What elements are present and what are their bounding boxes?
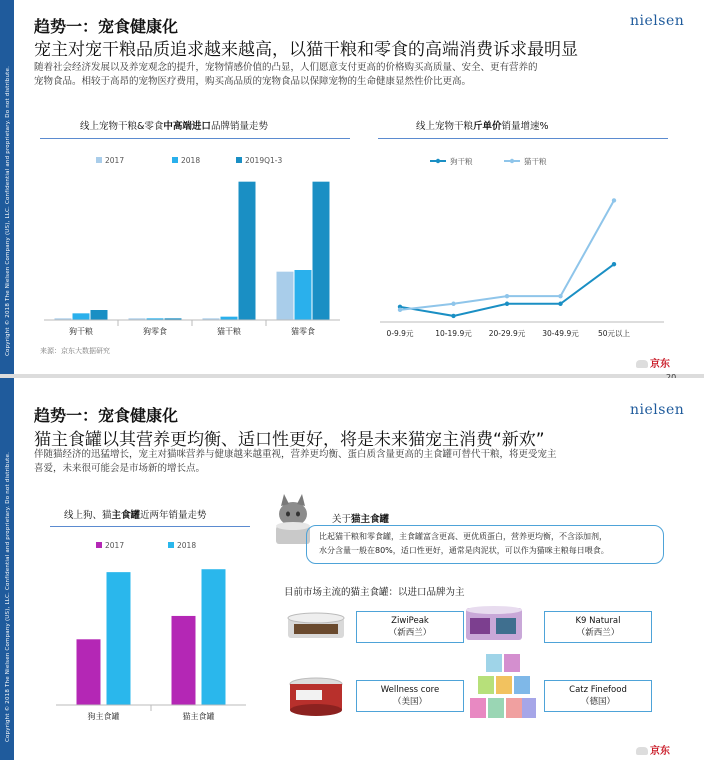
legend-swatch bbox=[236, 157, 242, 163]
series-line bbox=[400, 200, 614, 309]
chart-bar bbox=[239, 182, 256, 320]
x-tick-label: 猫干粮 bbox=[217, 327, 241, 336]
source-note: 来源：京东大数据研究 bbox=[40, 347, 110, 355]
copyright-text: Copyright © 2018 The Nielsen Company (US), LLC. Confidential and proprietary. Do not distribute. bbox=[5, 65, 11, 356]
data-point bbox=[612, 198, 616, 202]
chart-price-growth bbox=[374, 150, 674, 350]
jd-dog-icon bbox=[636, 360, 648, 368]
slide-kicker: 趋势一：宠食健康化 bbox=[34, 406, 179, 425]
chart-bar bbox=[277, 272, 294, 320]
sidebar-strip bbox=[0, 378, 14, 760]
data-point bbox=[451, 302, 455, 306]
x-tick-label: 10-19.9元 bbox=[435, 329, 472, 338]
chart-bar bbox=[91, 310, 108, 320]
data-point bbox=[558, 294, 562, 298]
brand-ziwipeak: ZiwiPeak （新西兰） bbox=[356, 611, 464, 643]
x-tick-label: 猫零食 bbox=[291, 327, 315, 336]
chart-bar bbox=[77, 639, 101, 705]
legend-swatch bbox=[172, 157, 178, 163]
legend-marker bbox=[436, 159, 440, 163]
chart-bar bbox=[172, 616, 196, 705]
data-point bbox=[505, 302, 509, 306]
brand-k9-natural: K9 Natural （新西兰） bbox=[544, 611, 652, 643]
about-box bbox=[306, 525, 664, 564]
data-point bbox=[451, 314, 455, 318]
x-tick-label: 20-29.9元 bbox=[488, 329, 526, 338]
body-line-2: 宠物食品。相较于高昂的宠物医疗费用，购买高品质的宠物食品以保障宠物的生命健康显然性价比更高。 bbox=[34, 76, 472, 87]
chart-brand-sales bbox=[40, 150, 350, 350]
chart-bar bbox=[107, 572, 131, 705]
data-point bbox=[505, 294, 509, 298]
legend-swatch bbox=[168, 542, 174, 548]
brand-wellness-core: Wellness core （美国） bbox=[356, 680, 464, 712]
about-line-2: 水分含量一般在80%，适口性更好，通常是肉泥状，可以作为猫咪主粮每日喂食。 bbox=[319, 546, 609, 555]
chart-cans-sales bbox=[50, 535, 250, 725]
chart-bar bbox=[73, 313, 90, 320]
slide-1 bbox=[0, 0, 704, 374]
legend-label: 猫干粮 bbox=[524, 157, 547, 166]
legend-label: 2018 bbox=[177, 541, 197, 550]
body-line-1: 伴随猫经济的迅猛增长，宠主对猫咪营养与健康越来越重视，营养更均衡、蛋白质含量更高的主食罐可替代干粮，将更受宠主 bbox=[34, 449, 557, 460]
body-line-2: 喜爱，未来很可能会是市场新的增长点。 bbox=[34, 463, 206, 474]
legend-swatch bbox=[96, 157, 102, 163]
x-tick-label: 狗干粮 bbox=[69, 327, 93, 336]
chart-right-rule bbox=[378, 138, 668, 139]
legend-swatch bbox=[96, 542, 102, 548]
slide-headline: 宠主对宠干粮品质追求越来越高，以猫干粮和零食的高端消费诉求最明显 bbox=[34, 40, 578, 60]
about-line-1: 比起猫干粮和零食罐，主食罐富含更高、更优质蛋白，营养更均衡，不含添加剂， bbox=[319, 532, 607, 541]
body-line-1: 随着社会经济发展以及养宠观念的提升，宠物情感价值的凸显，人们愿意支付更高的价格购买高质量、安全、更有营养的 bbox=[34, 62, 538, 73]
jd-logo: 京东 bbox=[636, 355, 670, 370]
legend-label: 2018 bbox=[181, 156, 201, 165]
copyright-text: Copyright © 2018 The Nielsen Company (US), LLC. Confidential and proprietary. Do not distribute. bbox=[5, 451, 11, 742]
slide-headline: 猫主食罐以其营养更均衡、适口性更好，将是未来猫宠主消费“新欢” bbox=[34, 430, 545, 450]
x-tick-label: 狗主食罐 bbox=[87, 712, 120, 721]
chart-right-title: 线上宠物干粮斤单价销量增速% bbox=[416, 121, 549, 132]
nielsen-logo: nielsen bbox=[630, 402, 685, 418]
ziwipeak-can-image bbox=[286, 610, 346, 644]
chart-cans-rule bbox=[50, 526, 250, 527]
data-point bbox=[612, 262, 616, 266]
brand-catz-finefood: Catz Finefood （德国） bbox=[544, 680, 652, 712]
x-tick-label: 猫主食罐 bbox=[182, 712, 215, 721]
slide-kicker: 趋势一：宠食健康化 bbox=[34, 17, 179, 36]
data-point bbox=[398, 308, 402, 312]
legend-label: 2017 bbox=[105, 541, 125, 550]
x-tick-label: 狗零食 bbox=[143, 327, 167, 336]
series-line bbox=[400, 264, 614, 316]
nielsen-logo: nielsen bbox=[630, 13, 685, 29]
data-point bbox=[558, 302, 562, 306]
jd-logo: 京东 bbox=[636, 742, 670, 757]
about-title: 关于猫主食罐 bbox=[332, 514, 390, 525]
x-tick-label: 50元以上 bbox=[597, 329, 631, 338]
chart-bar bbox=[202, 569, 226, 705]
legend-marker bbox=[510, 159, 514, 163]
x-tick-label: 0-9.9元 bbox=[386, 329, 414, 338]
jd-dog-icon bbox=[636, 747, 648, 755]
x-tick-label: 30-49.9元 bbox=[542, 329, 579, 338]
chart-cans-title: 线上狗、猫主食罐近两年销量走势 bbox=[64, 510, 207, 521]
slide-body bbox=[34, 61, 664, 89]
k9-can-image bbox=[462, 604, 526, 644]
catz-cans-image bbox=[468, 652, 538, 722]
chart-bar bbox=[313, 182, 330, 320]
sidebar-strip bbox=[0, 0, 14, 374]
legend-label: 2017 bbox=[105, 156, 125, 165]
legend-label: 2019Q1-3 bbox=[245, 156, 283, 165]
legend-label: 狗干粮 bbox=[450, 157, 473, 166]
slide-body bbox=[34, 448, 664, 476]
chart-bar bbox=[295, 270, 312, 320]
chart-left-title: 线上宠物干粮&零食中高端进口品牌销量走势 bbox=[80, 121, 268, 132]
wellness-can-image bbox=[286, 674, 346, 718]
market-title: 目前市场主流的猫主食罐：以进口品牌为主 bbox=[284, 587, 465, 598]
chart-left-rule bbox=[40, 138, 350, 139]
